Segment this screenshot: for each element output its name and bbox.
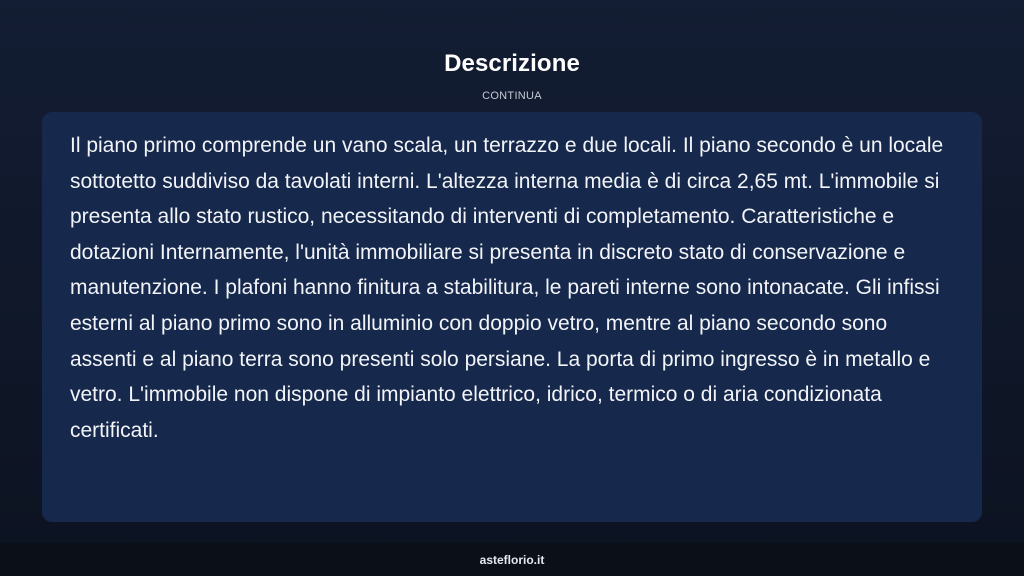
page-title: Descrizione bbox=[444, 50, 580, 77]
description-card bbox=[42, 112, 982, 522]
continue-label: CONTINUA bbox=[482, 90, 542, 102]
site-name: asteflorio.it bbox=[479, 553, 545, 567]
description-text: Il piano primo comprende un vano scala, un terrazzo e due locali. Il piano secondo è un locale sottotetto suddiviso da tavolati interni. L'altezza interna media è di circa 2,65 mt. L'immobile si presenta allo stato rustico, necessitando di interventi di completamento. Caratteristiche e dotazioni Internamente, l'unità immobiliare si presenta in discreto stato di conservazione e manutenzione. I plafoni hanno finitura a stabilitura, le pareti interne sono intonacate. Gli infissi esterni al piano primo sono in alluminio con doppio vetro, mentre al piano secondo sono assenti e al piano terra sono presenti solo persiane. La porta di primo ingresso è in metallo e vetro. L'immobile non dispone di impianto elettrico, idrico, termico o di aria condizionata certificati. bbox=[70, 134, 944, 442]
footer-bar bbox=[0, 543, 1024, 576]
